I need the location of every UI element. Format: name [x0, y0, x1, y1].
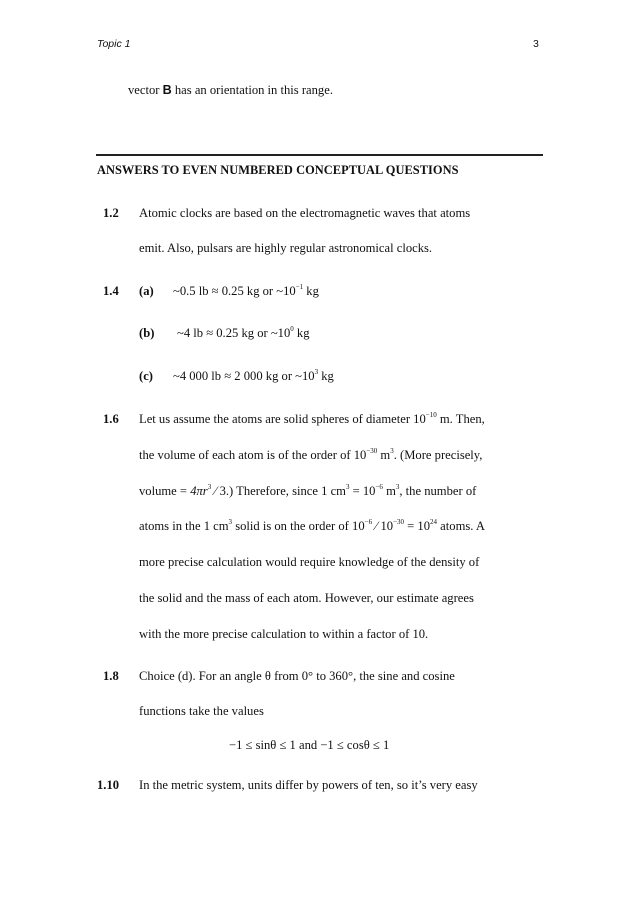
q16-line-6: the solid and the mass of each atom. However, our estimate agrees	[139, 591, 474, 605]
q14-label-a: (a)	[139, 284, 154, 298]
q16-line-5: more precise calculation would require knowledge of the density of	[139, 555, 480, 569]
section-title: ANSWERS TO EVEN NUMBERED CONCEPTUAL QUESTIONS	[97, 163, 459, 177]
q14-answer-c: ~4 000 lb ≈ 2 000 kg or $\sim 10^3$ kg	[173, 368, 334, 383]
q16-line-2: the volume of each atom is of the order of $10^{-30}$ $m^3$. (More precisely,	[139, 447, 483, 462]
header-page-number: 3	[533, 38, 539, 50]
q16-line-3: volume = $4\pi r^3$ ⁄ 3.) Therefore, since 1 $cm^3 = 10^{-6}$ $m^3$, the number of	[139, 483, 477, 498]
q16-line-4: atoms in the 1 $cm^3$ solid is on the order of $10^{-6}$ ⁄ $10^{-30} = 10^{24}$ atoms. A	[139, 518, 485, 533]
q16-line-1: Let us assume the atoms are solid spheres of diameter $10^{-10}$ m. Then,	[139, 411, 485, 426]
q14-answer-a: ~0.5 lb ≈ 0.25 kg or $\sim 10^{-1}$ kg	[173, 283, 319, 298]
q110-line-1: In the metric system, units differ by powers of ten, so it’s very easy	[139, 778, 478, 792]
q18-equation: −1 ≤ sinθ ≤ 1 and −1 ≤ cosθ ≤ 1	[229, 738, 390, 752]
question-number-1-4: 1.4	[103, 284, 119, 298]
q14-answer-b: ~4 lb ≈ 0.25 kg or $\sim 10^0$ kg	[177, 325, 310, 340]
q12-line-2: emit. Also, pulsars are highly regular astronomical clocks.	[139, 241, 433, 255]
question-number-1-6: 1.6	[103, 412, 119, 426]
q14-label-c: (c)	[139, 369, 153, 383]
question-number-1-2: 1.2	[103, 206, 119, 220]
vector-b-symbol: B	[162, 83, 172, 97]
q14-label-b: (b)	[139, 326, 155, 340]
header-topic: Topic 1	[97, 38, 131, 50]
q18-line-2: functions take the values	[139, 704, 264, 718]
q18-line-1: Choice (d). For an angle θ from 0° to 360°, the sine and cosine	[139, 669, 455, 683]
q12-line-1: Atomic clocks are based on the electromagnetic waves that atoms	[139, 206, 471, 220]
question-number-1-8: 1.8	[103, 669, 119, 683]
q16-line-7: with the more precise calculation to within a factor of 10.	[139, 627, 429, 641]
question-number-1-10: 1.10	[97, 778, 120, 792]
intro-line: vector B has an orientation in this range.	[128, 83, 333, 97]
section-rule	[96, 154, 543, 156]
